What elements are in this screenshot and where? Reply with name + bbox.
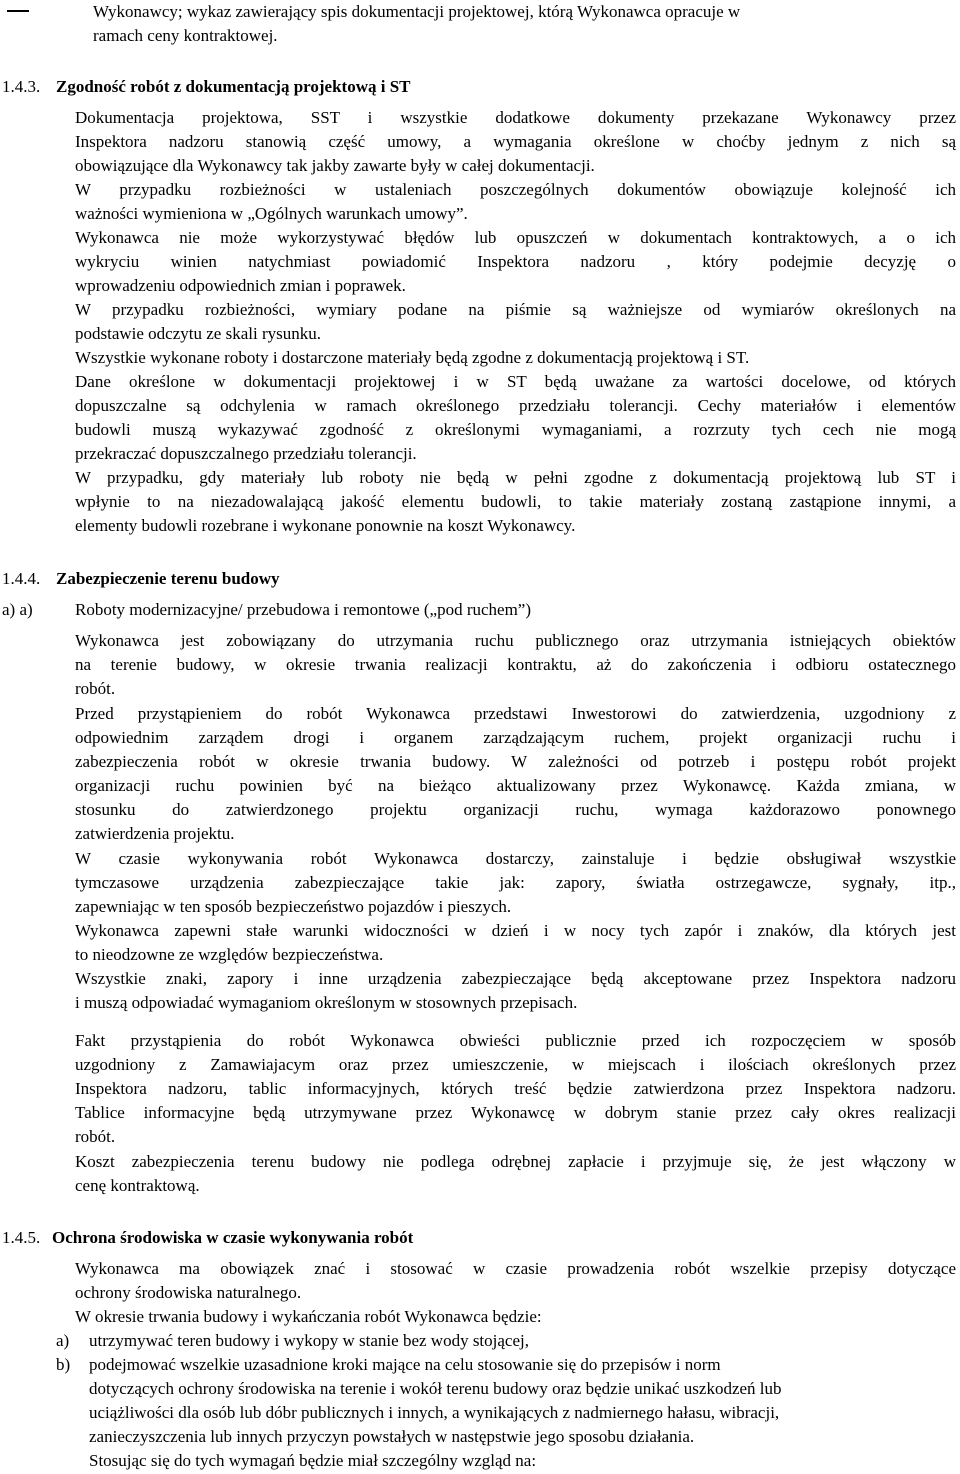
- body-line: Fakt przystąpienia do robót Wykonawca obwieści publicznie przed ich rozpoczęciem w sposób: [75, 1031, 956, 1050]
- body-line: cenę kontraktową.: [75, 1176, 200, 1195]
- bullet-dash: [7, 10, 29, 12]
- body-line: Wykonawca ma obowiązek znać i stosować w czasie prowadzenia robót wszelkie przepisy dotyczące: [75, 1259, 956, 1278]
- body-line: W przypadku rozbieżności, wymiary podane na piśmie są ważniejsze od wymiarów określonych na: [75, 300, 956, 319]
- body-line: stosunku do zatwierdzonego projektu organizacji ruchu, wymaga każdorazowo ponownego: [75, 800, 956, 819]
- body-line: Inspektora nadzoru, tablic informacyjnych, których treść będzie zatwierdzona przez Inspektora nadzoru.: [75, 1079, 956, 1098]
- body-line: ochrony środowiska naturalnego.: [75, 1283, 302, 1302]
- body-line: budowli muszą wykazywać zgodność z określonymi wymaganiami, a rozrzuty tych cech nie mogą: [75, 420, 956, 439]
- body-line: W przypadku rozbieżności w ustaleniach poszczególnych dokumentów obowiązuje kolejność ich: [75, 180, 956, 199]
- list-item: zanieczyszczenia lub innych przyczyn powstałych w następstwie jego sposobu działania.: [89, 1427, 695, 1446]
- body-line: Wykonawca zapewni stałe warunki widoczności w dzień i w nocy tych zapór i znaków, dla których jest: [75, 921, 956, 940]
- body-line: Wszystkie znaki, zapory i inne urządzenia zabezpieczające będą akceptowane przez Inspektora nadzoru: [75, 969, 956, 988]
- subsection-heading: Roboty modernizacyjne/ przebudowa i remontowe („pod ruchem”): [75, 600, 532, 619]
- body-line: organizacji ruchu powinien być na bieżąco aktualizowany przez Wykonawcę. Każda zmiana, w: [75, 776, 956, 795]
- list-item: podejmować wszelkie uzasadnione kroki mające na celu stosowanie się do przepisów i norm: [89, 1355, 721, 1374]
- body-line: zatwierdzenia projektu.: [75, 824, 235, 843]
- list-item: dotyczących ochrony środowiska na terenie i wokół terenu budowy oraz będzie unikać uszkodzeń lub: [89, 1379, 782, 1398]
- body-line: Wszystkie wykonane roboty i dostarczone materiały będą zgodne z dokumentacją projektową i ST.: [75, 348, 750, 367]
- body-line: to nieodzowne ze względów bezpieczeństwa.: [75, 945, 384, 964]
- body-line: Wykonawca nie może wykorzystywać błędów lub opuszczeń w dokumentach kontraktowych, a o ich: [75, 228, 956, 247]
- list-item: uciążliwości dla osób lub dóbr publicznych i innych, a wynikających z nadmiernego hałasu, wibracji,: [89, 1403, 780, 1422]
- body-line: podstawie odczytu ze skali rysunku.: [75, 324, 321, 343]
- section-heading: Zabezpieczenie terenu budowy: [56, 569, 280, 588]
- body-line: Przed przystąpieniem do robót Wykonawca przedstawi Inwestorowi do zatwierdzenia, uzgodniony z: [75, 704, 956, 723]
- list-item: utrzymywać teren budowy i wykopy w stanie bez wody stojącej,: [89, 1331, 529, 1350]
- body-line: Inspektora nadzoru stanowią część umowy, a wymagania określone w choćby jednym z nich są: [75, 132, 956, 151]
- body-line: tymczasowe urządzenia zabezpieczające takie jak: zapory, światła ostrzegawcze, sygnały, itp.,: [75, 873, 956, 892]
- intro-line: Wykonawcy; wykaz zawierający spis dokumentacji projektowej, którą Wykonawca opracuje w: [93, 2, 741, 21]
- body-line: Dane określone w dokumentacji projektowej i w ST będą uważane za wartości docelowe, od których: [75, 372, 956, 391]
- body-line: W przypadku, gdy materiały lub roboty nie będą w pełni zgodne z dokumentacją projektową lub ST i: [75, 468, 956, 487]
- body-line: robót.: [75, 679, 116, 698]
- body-line: wykryciu winien natychmiast powiadomić Inspektora nadzoru , który podejmie decyzję o: [75, 252, 956, 271]
- body-line: na terenie budowy, w okresie trwania realizacji kontraktu, aż do zakończenia i odbioru ostatecznego: [75, 655, 956, 674]
- body-line: obowiązujące dla Wykonawcy tak jakby zawarte były w całej dokumentacji.: [75, 156, 595, 175]
- list-marker: a) a): [2, 600, 33, 619]
- list-marker: a): [56, 1331, 70, 1350]
- body-line: Wykonawca jest zobowiązany do utrzymania ruchu publicznego oraz utrzymania istniejących obiektów: [75, 631, 956, 650]
- list-item: Stosując się do tych wymagań będzie miał szczególny wzgląd na:: [89, 1451, 537, 1470]
- body-line: W czasie wykonywania robót Wykonawca dostarczy, zainstaluje i będzie obsługiwał wszystkie: [75, 849, 956, 868]
- body-line: elementy budowli rozebrane i wykonane ponownie na koszt Wykonawcy.: [75, 516, 576, 535]
- body-line: wprowadzeniu odpowiednich zmian i poprawek.: [75, 276, 406, 295]
- body-line: wpłynie to na niezadowalającą jakość elementu budowli, to takie materiały zostaną zastąpione innymi, a: [75, 492, 956, 511]
- body-line: Tablice informacyjne będą utrzymywane przez Wykonawcę w dobrym stanie przez cały okres realizacji: [75, 1103, 956, 1122]
- body-line: przekraczać dopuszczalnego przedziału tolerancji.: [75, 444, 417, 463]
- body-line: robót.: [75, 1127, 116, 1146]
- body-line: ważności wymieniona w „Ogólnych warunkach umowy”.: [75, 204, 468, 223]
- section-heading: Ochrona środowiska w czasie wykonywania robót: [52, 1228, 414, 1247]
- list-marker: b): [56, 1355, 71, 1374]
- section-number: 1.4.5.: [2, 1228, 41, 1247]
- section-heading: Zgodność robót z dokumentacją projektową i ST: [56, 77, 411, 96]
- section-number: 1.4.3.: [2, 77, 41, 96]
- body-line: i muszą odpowiadać wymaganiom określonym w stosownych przepisach.: [75, 993, 578, 1012]
- body-line: zabezpieczenia robót w okresie trwania budowy. W zależności od potrzeb i postępu robót projekt: [75, 752, 956, 771]
- body-line: uzgodniony z Zamawiajacym oraz przez umieszczenie, w miejscach i ilościach określonych przez: [75, 1055, 956, 1074]
- body-line: zapewniając w ten sposób bezpieczeństwo pojazdów i pieszych.: [75, 897, 512, 916]
- section-number: 1.4.4.: [2, 569, 41, 588]
- body-line: Dokumentacja projektowa, SST i wszystkie dodatkowe dokumenty przekazane Wykonawcy przez: [75, 108, 956, 127]
- body-line: odpowiednim zarządem drogi i organem zarządzającym ruchem, projekt organizacji ruchu i: [75, 728, 956, 747]
- body-line: dopuszczalne są odchylenia w ramach określonego przedziału tolerancji. Cechy materiałów i elementów: [75, 396, 956, 415]
- body-line: Koszt zabezpieczenia terenu budowy nie podlega odrębnej zapłacie i przyjmuje się, że jest włączony w: [75, 1152, 956, 1171]
- body-line: W okresie trwania budowy i wykańczania robót Wykonawca będzie:: [75, 1307, 542, 1326]
- intro-line: ramach ceny kontraktowej.: [93, 26, 278, 45]
